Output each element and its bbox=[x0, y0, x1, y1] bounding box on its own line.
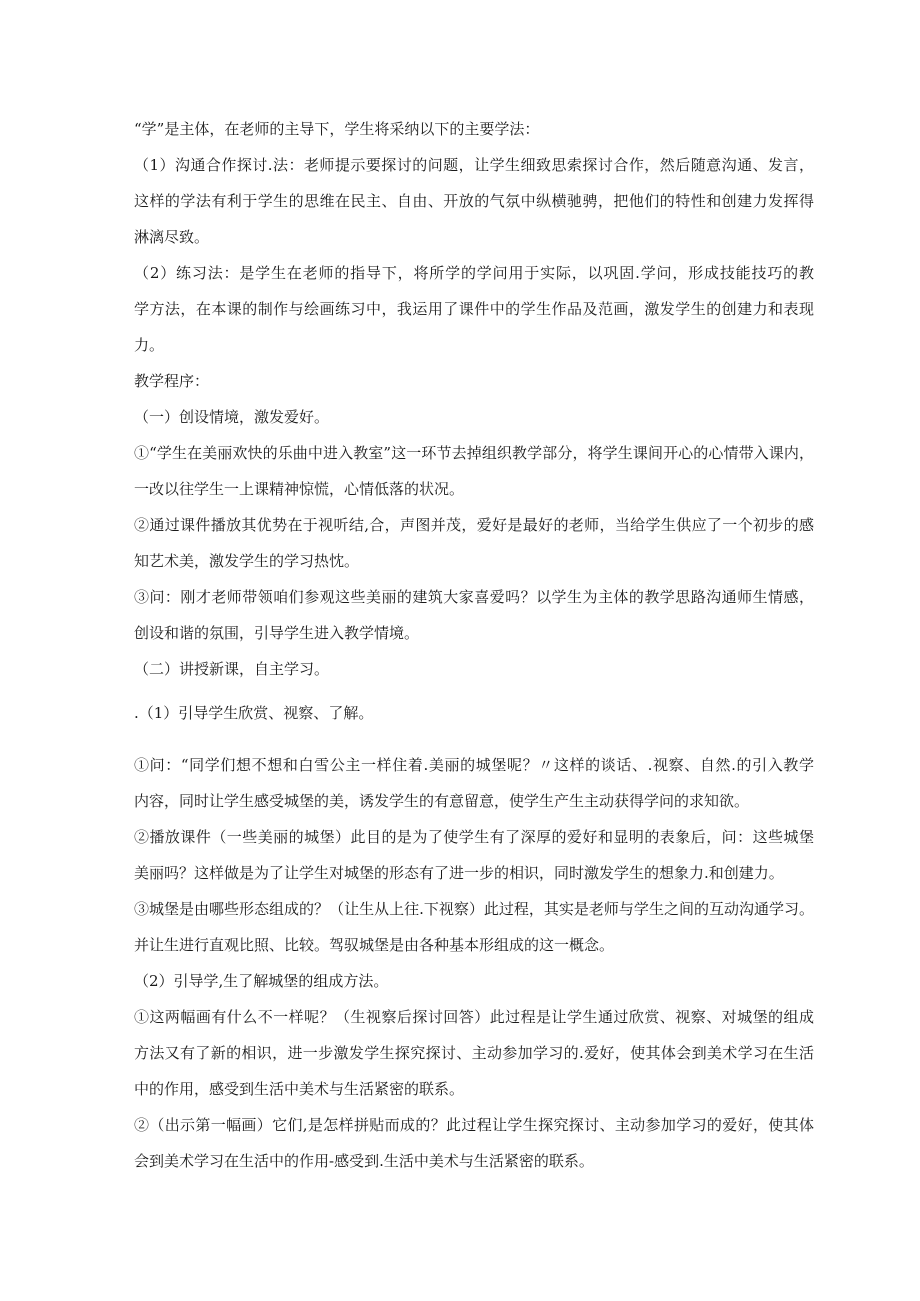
line-r-1: ①这两幅画有什么不一样呢？（生视察后探讨回答）此过程是让学生通过欣赏、视察、对城堡的组成 bbox=[134, 1008, 814, 1026]
line-step-1-cont: 一改以往学生一上课精神惊慌，心情低落的状况。 bbox=[134, 480, 465, 498]
subheading-2: （二）讲授新课，自主学习。 bbox=[134, 660, 330, 678]
line-q-3: ③城堡是由哪些形态组成的？（让生从上往.下视察）此过程，其实是老师与学生之间的互动沟通学习。 bbox=[134, 900, 814, 918]
line-r-2: ②（出示第一幅画）它们,是怎样拼贴而成的？此过程让学生探究探讨、主动参加学习的爱好，使其体 bbox=[134, 1116, 814, 1134]
line-step-1: ①“学生在美丽欢快的乐曲中进入教室”这一环节去掉组织教学部分，将学生课间开心的心情带入课内， bbox=[134, 444, 814, 462]
line-q-3-cont: 并让生进行直观比照、比较。驾驭城堡是由各种基本形组成的这一概念。 bbox=[134, 936, 615, 954]
line-r-2-cont: 会到美术学习在生活中的作用-感受到.生活中美术与生活紧密的联系。 bbox=[134, 1152, 594, 1170]
line-r-1-end: 中的作用，感受到生活中美术与生活紧密的联系。 bbox=[134, 1080, 465, 1098]
line-intro: “学”是主体，在老师的主导下，学生将采纳以下的主要学法： bbox=[134, 120, 540, 138]
line-method-2: （2）练习法：是学生在老师的指导下，将所学的学问用于实际，以巩固.学问，形成技能技巧的教 bbox=[134, 264, 814, 282]
line-step-2-cont: 知艺术美，激发学生的学习热忱。 bbox=[134, 552, 360, 570]
line-method-1-cont: 这样的学法有利于学生的思维在民主、自由、开放的气氛中纵横驰骋，把他们的特性和创建力发挥得 bbox=[134, 192, 814, 210]
line-method-2-cont: 学方法，在本课的制作与绘画练习中，我运用了课件中的学生作品及范画，激发学生的创建力和表现 bbox=[134, 300, 814, 318]
subheading-1: （一）创设情境，激发爱好。 bbox=[134, 408, 330, 426]
line-step-3: ③问：刚才老师带领咱们参观这些美丽的建筑大家喜爱吗？以学生为主体的教学思路沟通师生情感， bbox=[134, 588, 814, 606]
subitem-2: （2）引导学,生了解城堡的组成方法。 bbox=[134, 972, 389, 990]
line-method-1-end: 淋漓尽致。 bbox=[134, 228, 210, 246]
section-heading-procedure: 教学程序： bbox=[134, 372, 210, 390]
line-step-2: ②通过课件播放其优势在于视听结,合，声图并茂，爱好是最好的老师，当给学生供应了一个初步的感 bbox=[134, 516, 814, 534]
line-q-2: ②播放课件（一些美丽的城堡）此目的是为了使学生有了深厚的爱好和显明的表象后，问：这些城堡 bbox=[134, 828, 814, 846]
line-method-1: （1）沟通合作探讨.法：老师提示要探讨的问题，让学生细致思索探讨合作，然后随意沟通、发言， bbox=[134, 156, 814, 174]
line-step-3-cont: 创设和谐的氛围，引导学生进入教学情境。 bbox=[134, 624, 420, 642]
line-q-1: ①问：“同学们想不想和白雪公主一样住着.美丽的城堡呢？〃这样的谈话、.视察、自然.的引入教学 bbox=[134, 756, 814, 774]
line-method-2-end: 力。 bbox=[134, 336, 165, 354]
line-q-2-cont: 美丽吗？这样做是为了让学生对城堡的形态有了进一步的相识，同时激发学生的想象力.和创建力。 bbox=[134, 864, 784, 882]
line-q-1-cont: 内容，同时让学生感受城堡的美，诱发学生的有意留意，使学生产生主动获得学问的求知欲。 bbox=[134, 792, 750, 810]
line-r-1-cont: 方法又有了新的相识，进一步激发学生探究探讨、主动参加学习的.爱好，使其体会到美术学习在生活 bbox=[134, 1044, 814, 1062]
subitem-1: .（1）引导学生欣赏、视察、了解。 bbox=[134, 704, 374, 722]
